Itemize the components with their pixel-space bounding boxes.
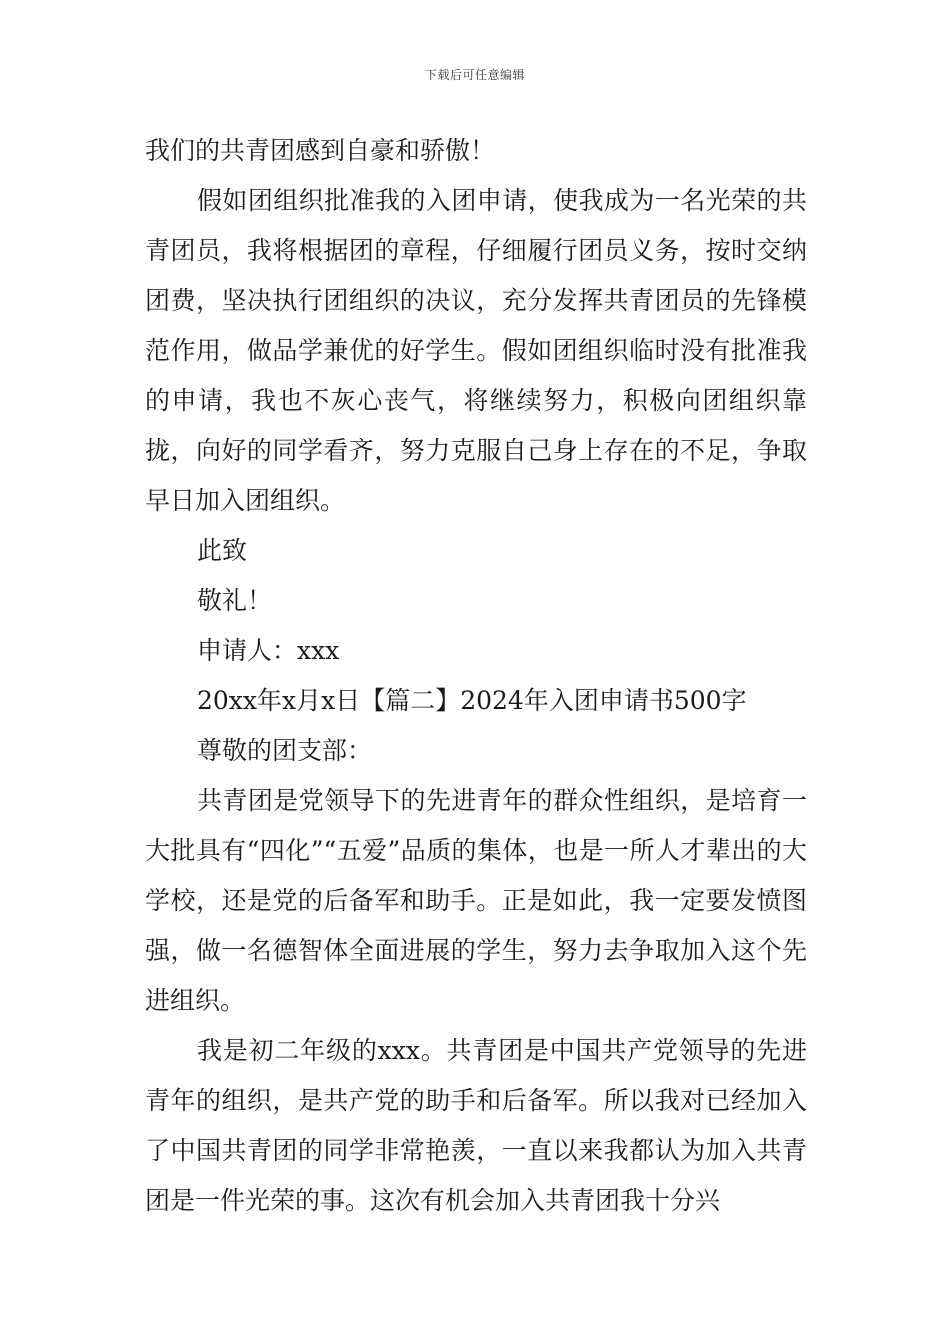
paragraph-commitment: 假如团组织批准我的入团申请，使我成为一名光荣的共青团员，我将根据团的章程，仔细履行团员义务，按时交纳团费，坚决执行团组织的决议，充分发挥共青团员的先锋模范作用，做品学兼优的好学生。假如团组织临时没有批准我的申请，我也不灰心丧气，将继续努力，积极向团组织靠拢，向好的同学看齐，努力克服自己身上存在的不足，争取早日加入团组织。 <box>145 186 807 515</box>
paragraph-closing-line: 我们的共青团感到自豪和骄傲！ <box>145 136 496 165</box>
paragraph-self-introduction: 我是初二年级的xxx。共青团是中国共产党领导的先进青年的组织，是共产党的助手和后备军。所以我对已经加入了中国共青团的同学非常艳羡，一直以来我都认为加入共青团是一件光荣的事。这次有机会加入共青团我十分兴 <box>145 1036 807 1215</box>
document-body <box>145 126 807 1226</box>
greeting-line: 尊敬的团支部： <box>197 736 373 765</box>
page-header: 下载后可任意编辑 <box>424 68 525 82</box>
applicant-line: 申请人：xxx <box>197 636 340 665</box>
salutation-jingli: 敬礼！ <box>197 586 273 615</box>
paragraph-introduction: 共青团是党领导下的先进青年的群众性组织，是培育一大批具有“四化”“五爱”品质的集体，也是一所人才辈出的大学校，还是党的后备军和助手。正是如此，我一定要发愤图强，做一名德智体全面进展的学生，努力去争取加入这个先进组织。 <box>145 786 807 1015</box>
salutation-cizhi: 此致 <box>197 536 248 565</box>
date-and-section-title: 20xx年x月x日【篇二】2024年入团申请书500字 <box>197 686 747 715</box>
